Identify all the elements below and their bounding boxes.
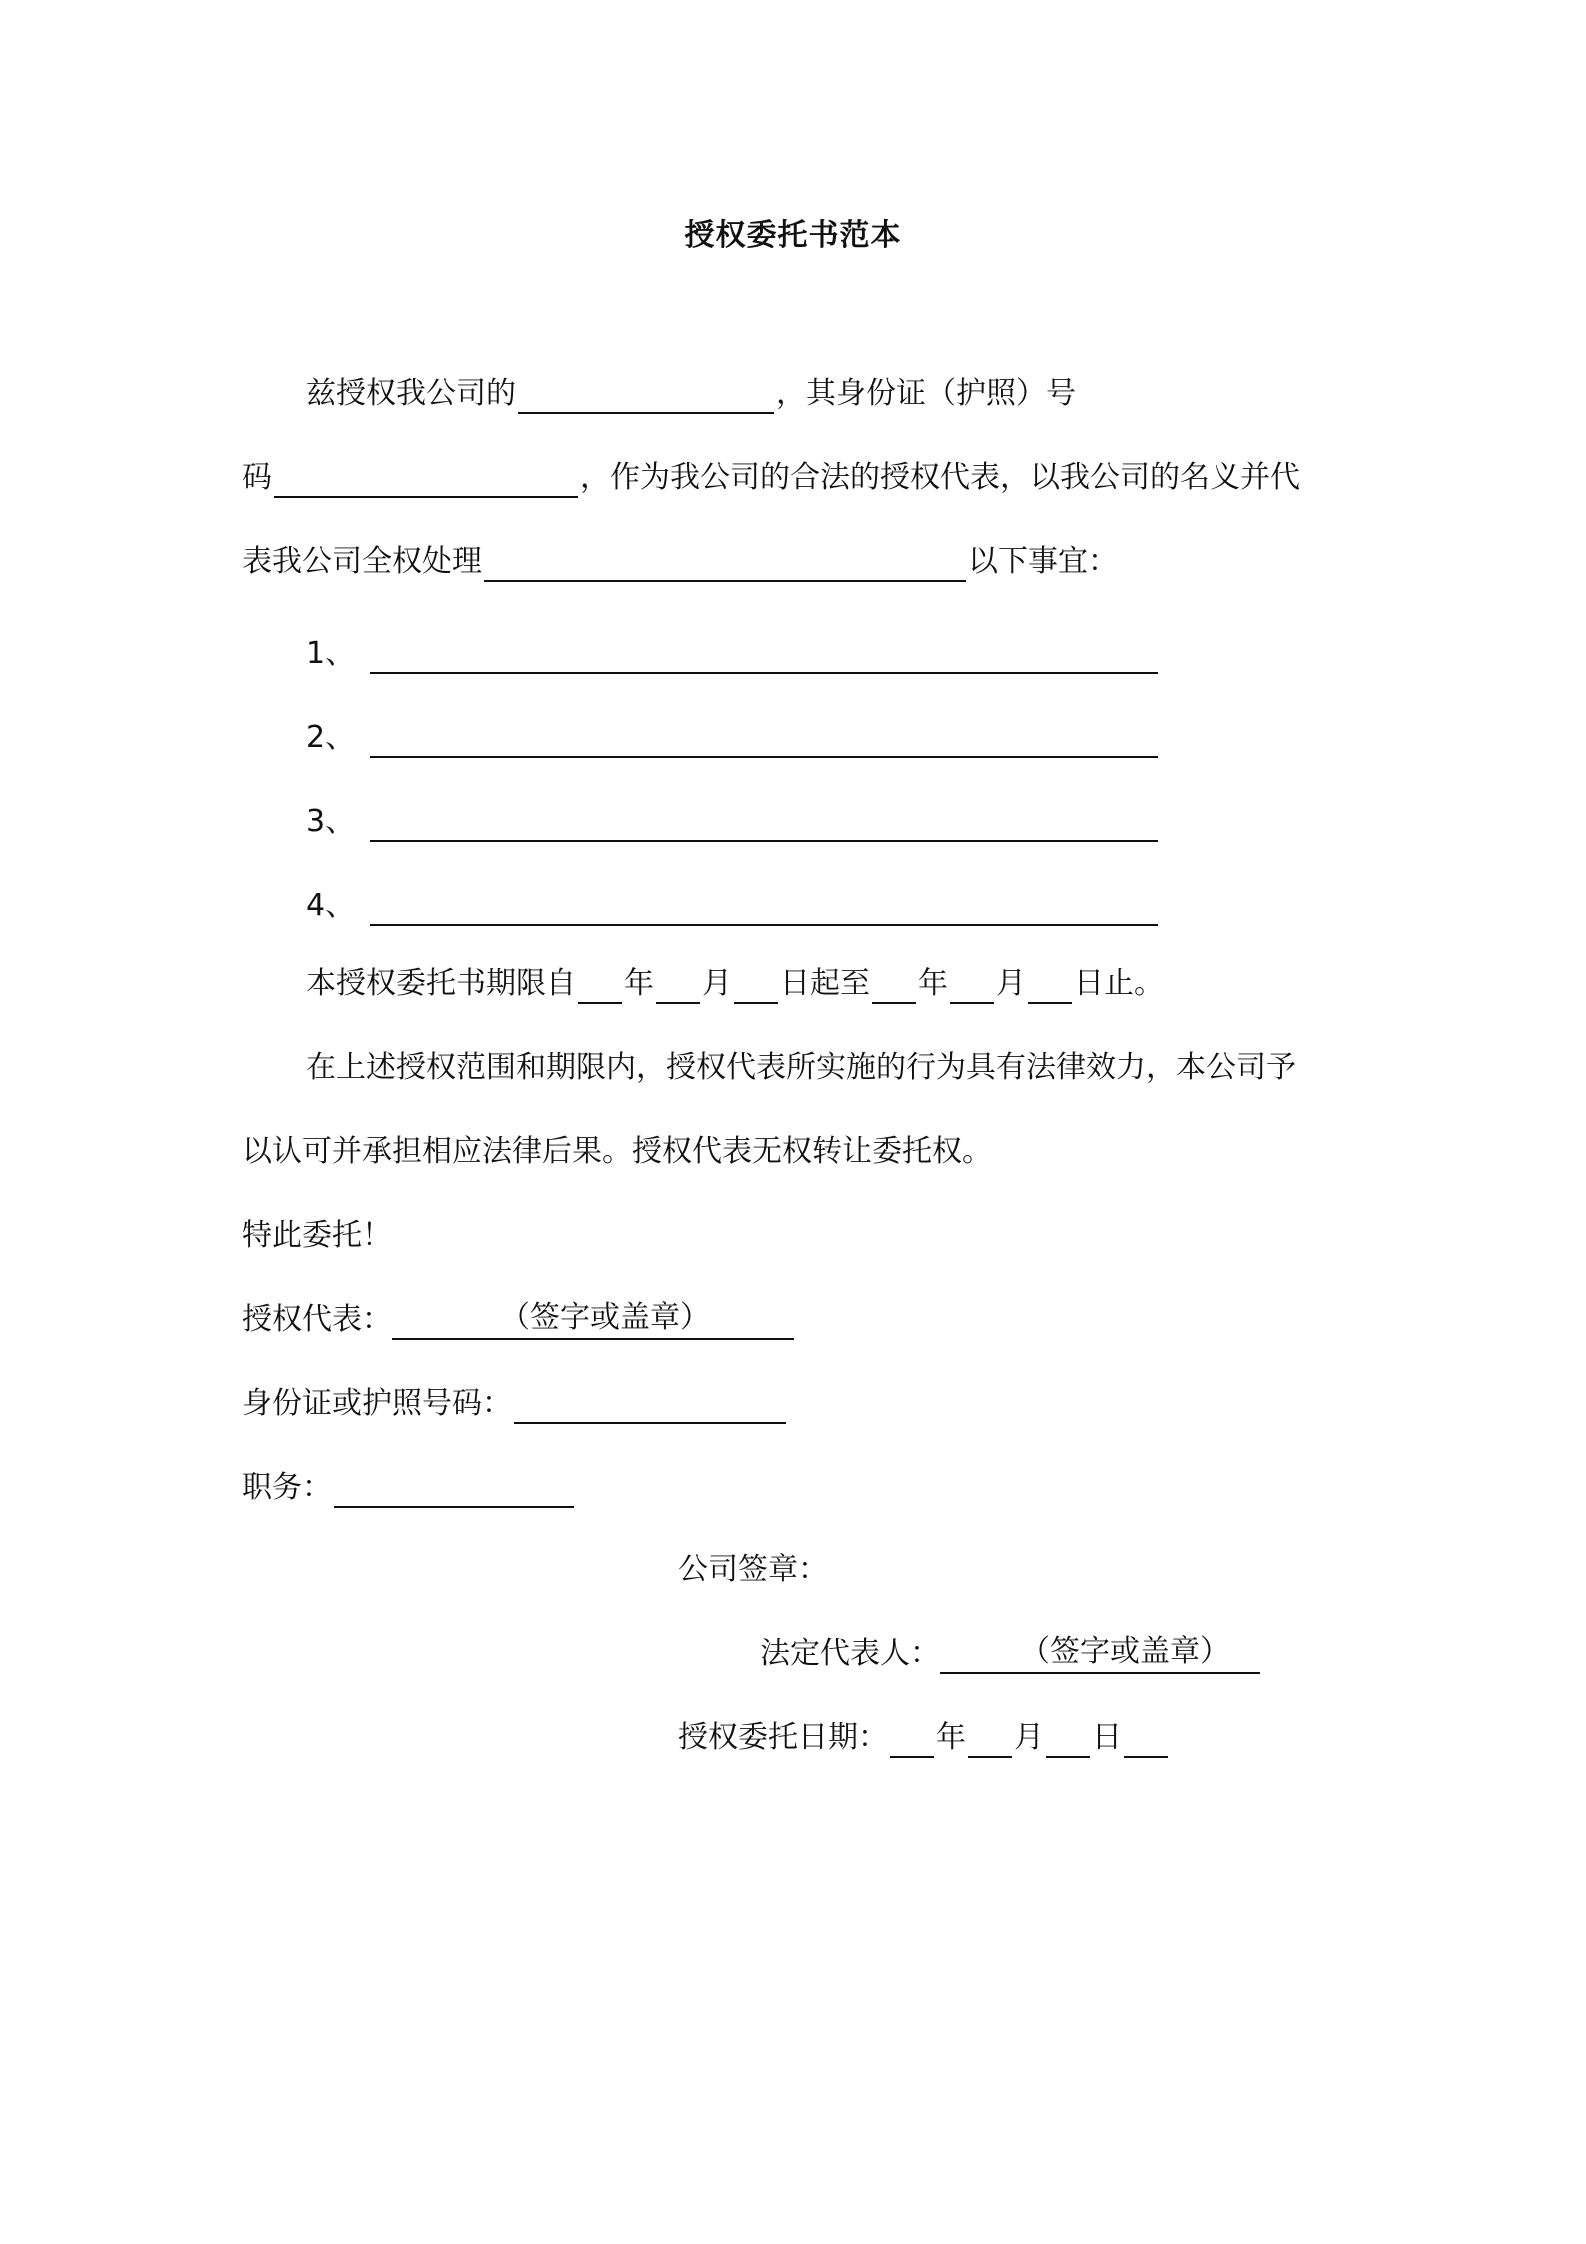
end-day-blank[interactable] bbox=[1028, 966, 1072, 1004]
day-from-text: 日起至 bbox=[780, 966, 870, 1001]
following-text: 以下事宜： bbox=[968, 544, 1118, 579]
position-label: 职务： bbox=[242, 1470, 332, 1505]
id-number-blank[interactable] bbox=[274, 460, 578, 498]
date-label: 授权委托日期： bbox=[678, 1720, 888, 1755]
date-month-blank[interactable] bbox=[968, 1720, 1012, 1758]
rep-line bbox=[242, 1300, 794, 1340]
id-label: 身份证或护照号码： bbox=[242, 1386, 512, 1421]
legal-rep-line bbox=[760, 1634, 1260, 1674]
name-blank[interactable] bbox=[518, 376, 774, 414]
position-line bbox=[242, 1468, 576, 1508]
para1-line2 bbox=[242, 458, 1300, 498]
sign-hint: （签字或盖章） bbox=[500, 1300, 710, 1335]
list-item bbox=[306, 802, 1160, 842]
item-blank[interactable] bbox=[370, 804, 1158, 842]
handle-text: 表我公司全权处理 bbox=[242, 544, 482, 579]
date-trailing-blank[interactable] bbox=[1124, 1720, 1168, 1758]
rep-sign-blank[interactable] bbox=[392, 1302, 794, 1340]
item-blank[interactable] bbox=[370, 720, 1158, 758]
id-type-text: ，其身份证（护照）号 bbox=[776, 376, 1076, 411]
position-blank[interactable] bbox=[334, 1470, 574, 1508]
date-line bbox=[678, 1718, 1170, 1758]
list-item bbox=[306, 718, 1160, 758]
id-line bbox=[242, 1384, 788, 1424]
start-month-blank[interactable] bbox=[656, 966, 700, 1004]
special-text: 特此委托！ bbox=[242, 1218, 392, 1253]
legal-sign-blank[interactable] bbox=[940, 1636, 1260, 1674]
item-number: 1、 bbox=[306, 636, 356, 671]
representative-text: ，作为我公司的合法的授权代表，以我公司的名义并代 bbox=[580, 460, 1300, 495]
para2-line2: 以认可并承担相应法律后果。授权代表无权转让委托权。 bbox=[242, 1134, 992, 1169]
end-month-blank[interactable] bbox=[950, 966, 994, 1004]
item-number: 4、 bbox=[306, 888, 356, 923]
para1-line3 bbox=[242, 542, 1118, 582]
start-year-blank[interactable] bbox=[578, 966, 622, 1004]
list-item bbox=[306, 886, 1160, 926]
month2-text: 月 bbox=[996, 966, 1026, 1001]
id-blank[interactable] bbox=[514, 1386, 786, 1424]
period-line bbox=[306, 964, 1164, 1004]
item-blank[interactable] bbox=[370, 888, 1158, 926]
ma-text: 码 bbox=[242, 460, 272, 495]
start-day-blank[interactable] bbox=[734, 966, 778, 1004]
document-title: 授权委托书范本 bbox=[684, 218, 902, 253]
date-year-text: 年 bbox=[936, 1720, 966, 1755]
rep-label: 授权代表： bbox=[242, 1302, 392, 1337]
item-blank[interactable] bbox=[370, 636, 1158, 674]
para1-line1 bbox=[306, 374, 1076, 414]
para2-line1: 在上述授权范围和期限内，授权代表所实施的行为具有法律效力，本公司予 bbox=[306, 1050, 1296, 1085]
matter-blank[interactable] bbox=[484, 544, 966, 582]
date-month-text: 月 bbox=[1014, 1720, 1044, 1755]
legal-rep-label: 法定代表人： bbox=[760, 1636, 940, 1671]
day-end-text: 日止。 bbox=[1074, 966, 1164, 1001]
item-number: 3、 bbox=[306, 804, 356, 839]
period-start-text: 本授权委托书期限自 bbox=[306, 966, 576, 1001]
date-day-blank[interactable] bbox=[1046, 1720, 1090, 1758]
month-text: 月 bbox=[702, 966, 732, 1001]
item-number: 2、 bbox=[306, 720, 356, 755]
year-text: 年 bbox=[624, 966, 654, 1001]
end-year-blank[interactable] bbox=[872, 966, 916, 1004]
date-year-blank[interactable] bbox=[890, 1720, 934, 1758]
year2-text: 年 bbox=[918, 966, 948, 1001]
list-item bbox=[306, 634, 1160, 674]
company-seal-label: 公司签章： bbox=[678, 1552, 828, 1587]
date-day-text: 日 bbox=[1092, 1720, 1122, 1755]
intro-text: 兹授权我公司的 bbox=[306, 376, 516, 411]
legal-sign-hint: （签字或盖章） bbox=[1020, 1634, 1230, 1669]
